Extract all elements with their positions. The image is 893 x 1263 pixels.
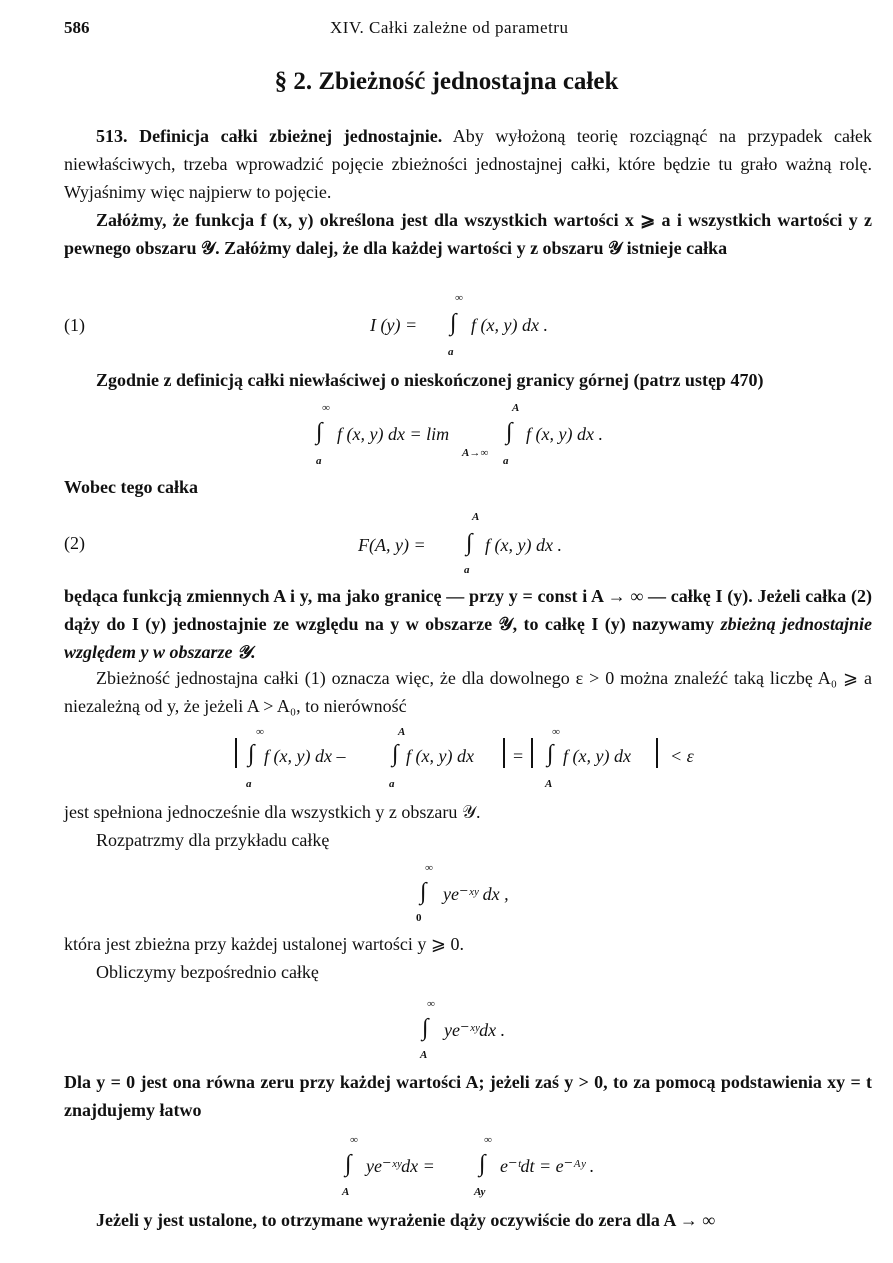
equation-2-body: f (x, y) dx . [485, 535, 562, 555]
inequality [232, 738, 240, 768]
eq-def-upper-1: ∞ [322, 402, 330, 414]
abs-bar [653, 738, 661, 768]
eq-def-middle: f (x, y) dx = lim [337, 424, 450, 444]
sub-lower-2: Ay [474, 1186, 486, 1198]
equation-1-body: f (x, y) dx . [471, 315, 548, 335]
ineq-lower-3: A [545, 778, 553, 790]
integral-sign: ∫ [422, 1015, 429, 1041]
ineq-tail: < ε [670, 746, 694, 766]
equation-2-lhs: F(A, y) = [358, 535, 426, 555]
page-number: 586 [64, 18, 90, 37]
paragraph-513 [64, 122, 872, 206]
paragraph-dla: Dla y = 0 jest ona równa zeru przy każdej wartości A; jeżeli zaś y > 0, to za pomocą podstawienia xy = t znajdujemy łatwo [64, 1072, 872, 1120]
integral-sign: ∫ [420, 879, 427, 905]
ineq-lower-2: a [389, 778, 395, 790]
integral-sign: ∫ [466, 530, 473, 556]
ex-lower: 0 [416, 912, 422, 924]
eq-def-limit-subscript: A→∞ [462, 447, 489, 459]
ex-body: ye⁻ˣʸ dx , [443, 884, 509, 904]
equation-2-lower: a [464, 564, 470, 576]
ex-upper: ∞ [425, 862, 433, 874]
sub-term-2: e⁻ᵗdt = e⁻ᴬʸ . [500, 1156, 595, 1176]
abs-bar [500, 738, 508, 768]
integral-sign: ∫ [547, 741, 554, 767]
paragraph-rozpatrzmy: Rozpatrzmy dla przykładu całkę [96, 830, 330, 850]
integral-sign: ∫ [392, 741, 399, 767]
ex2-lower: A [420, 1049, 428, 1061]
integral-sign: ∫ [450, 310, 457, 336]
equation-number-1: (1) [64, 315, 85, 335]
paragraph-jezeli: Jeżeli y jest ustalone, to otrzymane wyrażenie dąży oczywiście do zera dla A → ∞ [96, 1210, 716, 1230]
paragraph-assume: Załóżmy, że funkcja f (x, y) określona jest dla wszystkich wartości x ⩾ a i wszystkich wartości y z pewnego obszaru 𝒴. Załóżmy dalej, że dla każdej wartości y z obszaru 𝒴 istnieje całka [64, 210, 872, 258]
paragraph-wobec: Wobec tego całka [64, 477, 198, 497]
integral-sign: ∫ [345, 1151, 352, 1177]
integral-sign: ∫ [316, 419, 323, 445]
eq-def-upper-2: A [512, 402, 520, 414]
section-title: § 2. Zbieżność jednostajna całek [274, 68, 619, 95]
equation-number-2: (2) [64, 533, 85, 553]
ineq-equals: = [513, 746, 524, 766]
ineq-upper-1: ∞ [256, 726, 264, 738]
equation-1-lhs: I (y) = [370, 315, 418, 335]
integral-sign: ∫ [248, 741, 255, 767]
equation-2-upper: A [472, 511, 480, 523]
ex2-body: ye⁻ˣʸdx . [444, 1020, 506, 1040]
integral-sign: ∫ [506, 419, 513, 445]
ineq-term-1: f (x, y) dx – [264, 746, 346, 766]
sub-upper-1: ∞ [350, 1134, 358, 1146]
running-head: XIV. Całki zależne od parametru [330, 18, 569, 37]
equation-1-lower: a [448, 346, 454, 358]
paragraph-spelniona: jest spełniona jednocześnie dla wszystkich y z obszaru 𝒴. [64, 802, 481, 822]
paragraph-text: Aby wyłożoną teorię rozciągnąć na przypadek całek niewłaściwych, trzeba wprowadzić pojęcie zbieżności jednostajnej całki, które będzie tu grało ważną rolę. Wyjaśnimy więc najpierw to pojęcie. [64, 126, 872, 202]
ineq-upper-2: A [398, 726, 406, 738]
eq-def-lower-2: a [503, 455, 509, 467]
paragraph-bedaca-text: będąca funkcją zmiennych A i y, ma jako granicę — przy y = const i A → ∞ — całkę I (y). Jeżeli całka (2) dąży do I (y) jednostajnie ze względu na y w obszarze 𝒴, to całkę I (y) nazywamy [64, 586, 872, 634]
sub-term-1: ye⁻ˣʸdx = [366, 1156, 435, 1176]
sub-upper-2: ∞ [484, 1134, 492, 1146]
paragraph-bedaca-emphasis: zbieżną jednostajnie względem y w obszarze 𝒴. [64, 614, 872, 662]
integral-sign: ∫ [479, 1151, 486, 1177]
paragraph-obliczymy: Obliczymy bezpośrednio całkę [96, 962, 319, 982]
ineq-term-2: f (x, y) dx [406, 746, 474, 766]
paragraph-heading: 513. Definicja całki zbieżnej jednostajnie. [96, 126, 443, 146]
paragraph-zbieznosc: Zbieżność jednostajna całki (1) oznacza więc, że dla dowolnego ε > 0 można znaleźć taką liczbę A₀ ⩾ a niezależną od y, że jeżeli A > A₀, to nierówność [64, 668, 872, 716]
ineq-lower-1: a [246, 778, 252, 790]
ineq-term-3: f (x, y) dx [563, 746, 631, 766]
ineq-upper-3: ∞ [552, 726, 560, 738]
abs-bar [235, 738, 237, 768]
sub-lower-1: A [342, 1186, 350, 1198]
paragraph-ktora: która jest zbieżna przy każdej ustalonej wartości y ⩾ 0. [64, 934, 464, 954]
paragraph-definition: Zgodnie z definicją całki niewłaściwej o nieskończonej granicy górnej (patrz ustęp 470) [96, 370, 764, 390]
eq-def-lower-1: a [316, 455, 322, 467]
equation-1-upper: ∞ [455, 292, 463, 304]
ex2-upper: ∞ [427, 998, 435, 1010]
eq-def-body-2: f (x, y) dx . [526, 424, 603, 444]
abs-bar [528, 738, 536, 768]
paragraph-bedaca [64, 582, 872, 666]
